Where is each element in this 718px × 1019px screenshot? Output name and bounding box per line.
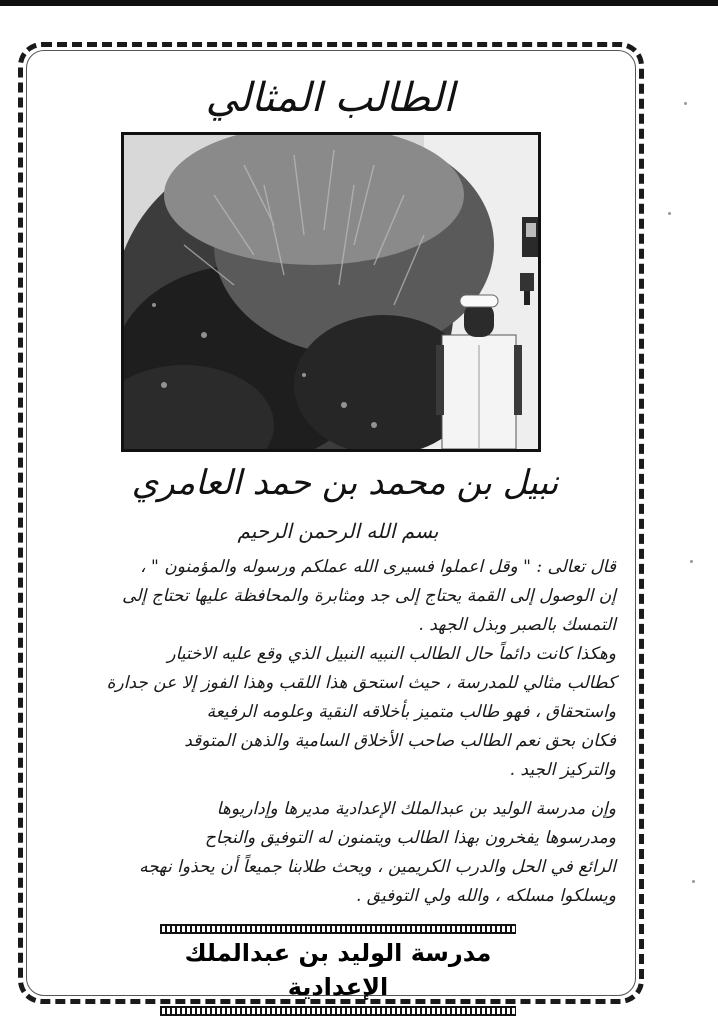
letter-line: التمسك بالصبر وبذل الجهد .	[418, 615, 616, 635]
page-title: الطالب المثالي	[205, 75, 455, 121]
student-name: نبيل بن محمد بن حمد العامري	[131, 463, 559, 503]
scan-speck	[684, 102, 687, 105]
letter-line: وهكذا كانت دائماً حال الطالب النبيه النبيل الذي وقع عليه الاختيار	[167, 644, 616, 664]
letter-line: إن الوصول إلى القمة يحتاج إلى جد ومثابرة والمحافظة عليها تحتاج إلى	[122, 586, 616, 606]
letter-body	[60, 515, 616, 911]
letter-line: وإن مدرسة الوليد بن عبدالملك الإعدادية مديرها وإداريوها	[216, 799, 616, 819]
scan-speck	[692, 880, 695, 883]
letter-line: والتركيز الجيد .	[509, 760, 616, 780]
footer-hatch-bottom	[160, 1006, 516, 1016]
paragraph-gap	[60, 785, 616, 795]
footer-hatch-top	[160, 924, 516, 934]
letter-line: كطالب مثالي للمدرسة ، حيث استحق هذا اللقب وهذا الفوز إلا عن جدارة	[106, 673, 616, 693]
letter-line: ويسلكوا مسلكه ، والله ولي التوفيق .	[355, 886, 616, 906]
letter-line: واستحقاق ، فهو طالب متميز بأخلاقه النقية وعلومه الرفيعة	[206, 702, 616, 722]
school-footer	[160, 924, 516, 1001]
letter-line: قال تعالى : " وقل اعملوا فسيرى الله عملكم ورسوله والمؤمنون " ،	[140, 557, 616, 577]
basmala: بسم الله الرحمن الرحيم	[237, 519, 439, 543]
letter-line: ومدرسوها يفخرون بهذا الطالب ويتمنون له التوفيق والنجاح	[204, 828, 616, 848]
letter-line: الرائع في الحل والدرب الكريمين ، ويحث طلابنا جميعاً أن يحذوا نهجه	[139, 857, 616, 877]
student-photo-icon	[124, 135, 538, 449]
student-photo	[121, 132, 541, 452]
top-rule	[0, 0, 718, 6]
letter-line: فكان بحق نعم الطالب صاحب الأخلاق السامية والذهن المتوقد	[184, 731, 616, 751]
scan-speck	[690, 560, 693, 563]
school-name: مدرسة الوليد بن عبدالملك الإعدادية	[184, 939, 492, 1001]
scan-speck	[668, 212, 671, 215]
